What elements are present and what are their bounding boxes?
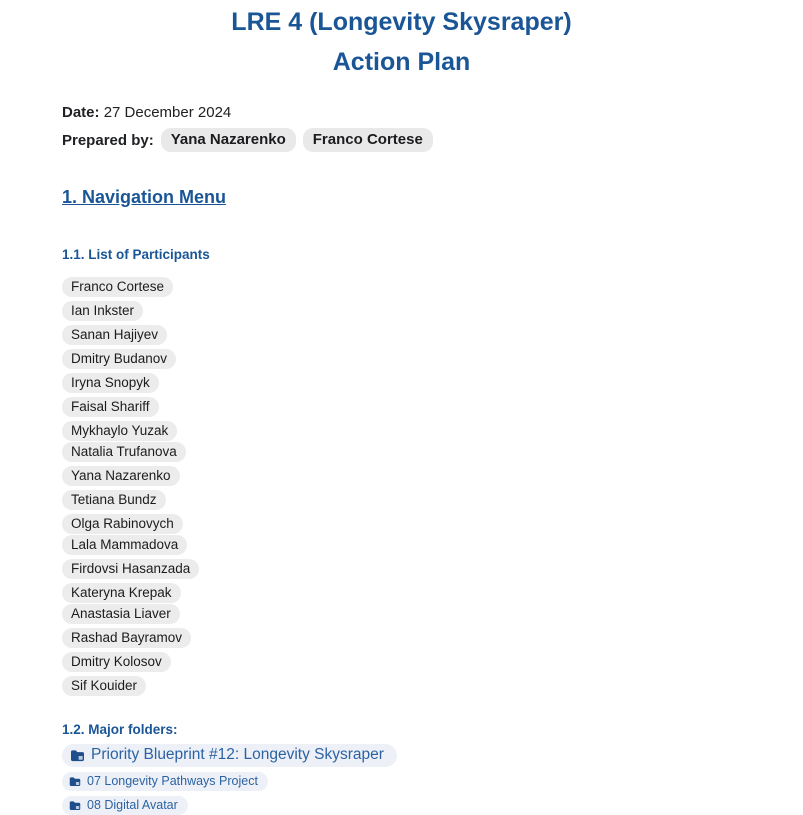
- folder-link-digital-avatar[interactable]: [62, 796, 188, 815]
- prepared-by-label: Prepared by:: [62, 131, 154, 149]
- subsection-heading-participants: 1.1. List of Participants: [62, 247, 210, 262]
- participant-badge: Natalia Trufanova: [62, 442, 186, 462]
- participants-list: [62, 277, 763, 696]
- folder-icon: [70, 749, 85, 762]
- participant-badge: Sanan Hajiyev: [62, 325, 167, 345]
- participant-badge: Tetiana Bundz: [62, 490, 166, 510]
- participant-badge: Iryna Snopyk: [62, 373, 159, 393]
- title-line-2: Action Plan: [332, 48, 471, 76]
- section-heading-navigation-menu[interactable]: 1. Navigation Menu: [62, 187, 227, 207]
- subsection-heading-major-folders: 1.2. Major folders:: [62, 722, 178, 737]
- participant-badge: Firdovsi Hasanzada: [62, 559, 199, 579]
- date-label: Date:: [62, 104, 100, 121]
- prepared-by-person-badge: Franco Cortese: [303, 128, 433, 152]
- folder-icon: [69, 776, 81, 787]
- folder-link-label: 07 Longevity Pathways Project: [87, 774, 258, 788]
- folder-icon: [69, 800, 81, 811]
- participant-badge: Yana Nazarenko: [62, 466, 180, 486]
- title-line-1: LRE 4 (Longevity Skysraper): [231, 8, 572, 36]
- date-row: [62, 103, 763, 122]
- date-value: 27 December 2024: [103, 104, 232, 121]
- folder-link-priority-blueprint[interactable]: [62, 744, 397, 767]
- folder-links-list: [62, 744, 763, 815]
- prepared-by-person-badge: Yana Nazarenko: [161, 128, 296, 152]
- participant-badge: Sif Kouider: [62, 676, 146, 696]
- participant-badge: Ian Inkster: [62, 301, 143, 321]
- prepared-by-row: [62, 128, 763, 152]
- folder-link-label: Priority Blueprint #12: Longevity Skysraper: [91, 746, 384, 763]
- participant-badge: Olga Rabinovych: [62, 514, 183, 534]
- participant-badge: Lala Mammadova: [62, 535, 187, 555]
- participant-badge: Franco Cortese: [62, 277, 173, 297]
- participant-badge: Dmitry Budanov: [62, 349, 176, 369]
- participant-badge: Mykhaylo Yuzak: [62, 421, 177, 441]
- participant-badge: Kateryna Krepak: [62, 583, 181, 603]
- folder-link-longevity-pathways[interactable]: [62, 772, 268, 791]
- participant-badge: Anastasia Liaver: [62, 604, 180, 624]
- participant-badge: Faisal Shariff: [62, 397, 159, 417]
- participant-badge: Rashad Bayramov: [62, 628, 191, 648]
- participant-badge: Dmitry Kolosov: [62, 652, 171, 672]
- folder-link-label: 08 Digital Avatar: [87, 798, 178, 812]
- document-title: [0, 0, 803, 82]
